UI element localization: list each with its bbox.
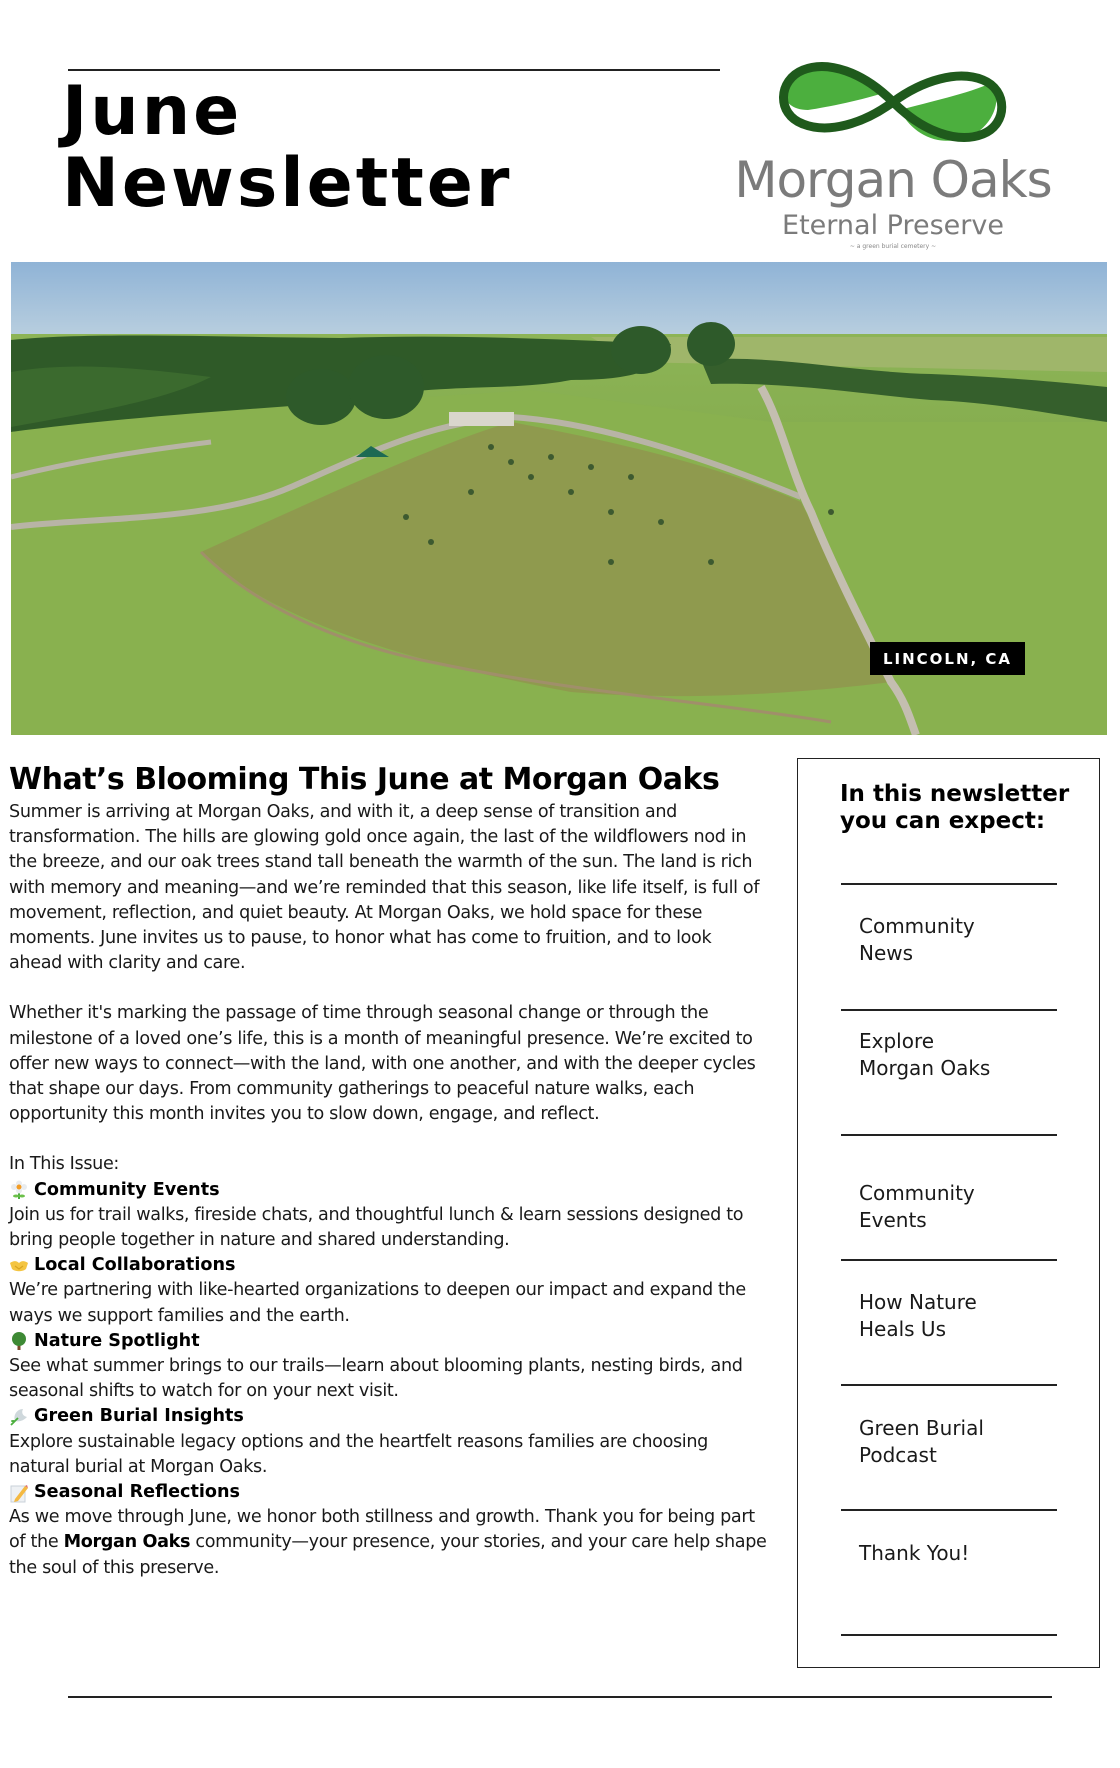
issue-item-local-collaborations	[9, 1253, 769, 1329]
article	[9, 760, 769, 1581]
issue-item-description: See what summer brings to our trails—learn about blooming plants, nesting birds, and seasonal shifts to watch for on your next visit.	[9, 1356, 743, 1402]
issue-item-description	[9, 1505, 769, 1581]
sidebar-item-label: Events	[859, 1208, 927, 1232]
sidebar-item-label: Community	[859, 1181, 975, 1205]
sidebar-divider	[841, 883, 1057, 885]
sidebar-item-label: How Nature	[859, 1290, 977, 1314]
sidebar-item-label: Podcast	[859, 1443, 937, 1467]
issue-item-description: Explore sustainable legacy options and the heartfelt reasons families are choosing natural burial at Morgan Oaks.	[9, 1431, 708, 1477]
issue-item-nature-spotlight	[9, 1329, 769, 1405]
contents-sidebar	[797, 758, 1100, 1668]
morgan-oaks-logo	[718, 52, 1068, 257]
logo-tagline: ~ a green burial cemetery ~	[849, 243, 937, 250]
issue-item-title: Seasonal Reflections	[34, 1482, 240, 1503]
issue-item-description: We’re partnering with like-hearted organizations to deepen our impact and expand the ways we support families and the earth.	[9, 1280, 746, 1326]
sidebar-item-community-news[interactable]	[859, 913, 1069, 967]
sidebar-heading: In this newsletter you can expect:	[840, 781, 1070, 834]
sidebar-divider	[841, 1634, 1057, 1636]
dove-icon	[9, 1407, 29, 1427]
header-rule	[68, 69, 720, 71]
article-paragraph-2: Whether it's marking the passage of time through seasonal change or through the milestone of a loved one’s life, this is a month of meaningful presence. We’re excited to offer new ways to connect—with the land, with one another, and with the deeper cycles that shape our days. From community gatherings to peaceful nature walks, each opportunity this month invites you to slow down, engage, and reflect.	[9, 1003, 756, 1125]
sidebar-item-label: News	[859, 941, 914, 965]
article-heading: What’s Blooming This June at Morgan Oaks	[9, 762, 720, 797]
morgan-oaks-bold: Morgan Oaks	[63, 1532, 191, 1553]
issue-item-title: Community Events	[34, 1179, 220, 1200]
issue-item-title: Nature Spotlight	[34, 1330, 200, 1351]
title-line-1: June	[62, 72, 243, 151]
handshake-icon	[9, 1256, 29, 1276]
description-text: community—your presence, your stories, and your care help shape the soul of this preserve.	[9, 1532, 767, 1578]
description-text: As we move through June, we honor both stillness and growth. Thank you for being part of the	[9, 1507, 755, 1553]
sidebar-item-label: Thank You!	[859, 1541, 970, 1565]
sidebar-item-label: Explore	[859, 1029, 935, 1053]
article-paragraph-1: Summer is arriving at Morgan Oaks, and with it, a deep sense of transition and transformation. The hills are glowing gold once again, the last of the wildflowers nod in the breeze, and our oak trees stand tall beneath the warmth of the sun. The land is rich with memory and meaning—and we’re reminded that this season, like life itself, is full of movement, reflection, and quiet beauty. At Morgan Oaks, we hold space for these moments. June invites us to pause, to honor what has come to fruition, and to look ahead with clarity and care.	[9, 802, 760, 974]
sidebar-item-label: Green Burial	[859, 1416, 984, 1440]
sidebar-item-community-events[interactable]	[859, 1180, 1069, 1234]
sidebar-item-green-burial-podcast[interactable]	[859, 1415, 1069, 1469]
footer-rule	[68, 1696, 1052, 1698]
sidebar-divider	[841, 1134, 1057, 1136]
infinity-leaf-icon	[768, 52, 1018, 152]
tree-icon	[9, 1331, 29, 1351]
issue-item-title: Local Collaborations	[34, 1255, 236, 1276]
title-line-2: Newsletter	[62, 144, 513, 223]
logo-subtitle: Eternal Preserve	[782, 210, 1004, 241]
issue-item-seasonal-reflections	[9, 1480, 769, 1581]
issue-item-green-burial-insights	[9, 1404, 769, 1480]
sidebar-item-thank-you[interactable]	[859, 1540, 1069, 1567]
logo-name: Morgan Oaks	[734, 151, 1052, 209]
memo-icon	[9, 1483, 29, 1503]
sidebar-divider	[841, 1009, 1057, 1011]
sidebar-divider	[841, 1509, 1057, 1511]
sidebar-item-explore-morgan-oaks[interactable]	[859, 1028, 1069, 1082]
newsletter-title	[62, 72, 513, 223]
sidebar-item-label: Heals Us	[859, 1317, 946, 1341]
sidebar-divider	[841, 1384, 1057, 1386]
issue-item-community-events	[9, 1178, 769, 1254]
sidebar-item-label: Morgan Oaks	[859, 1056, 991, 1080]
blossom-icon	[9, 1180, 29, 1200]
sidebar-item-label: Community	[859, 914, 975, 938]
issue-item-title: Green Burial Insights	[34, 1406, 244, 1427]
sidebar-divider	[841, 1259, 1057, 1261]
sidebar-item-how-nature-heals-us[interactable]	[859, 1289, 1069, 1343]
in-this-issue-label: In This Issue:	[9, 1154, 120, 1175]
issue-item-description: Join us for trail walks, fireside chats, and thoughtful lunch & learn sessions designed to bring people together in nature and shared understanding.	[9, 1204, 744, 1251]
location-badge: LINCOLN, CA	[870, 642, 1025, 675]
